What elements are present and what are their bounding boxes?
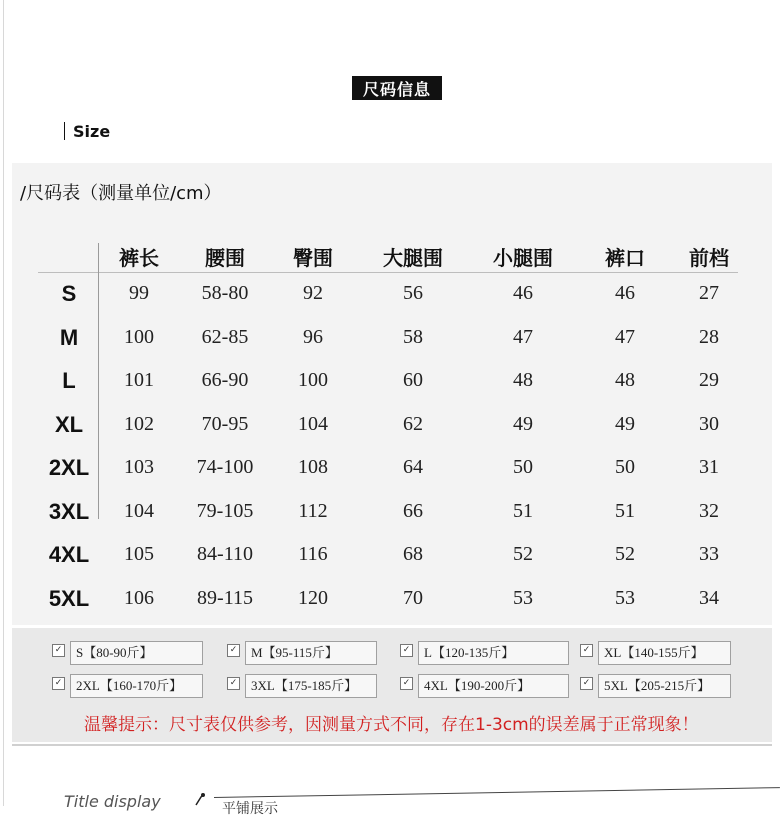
table-cell: 52 (513, 543, 533, 565)
size-row-label: XL (54, 411, 84, 437)
column-header: 腰围 (205, 246, 245, 270)
size-label-text: Size (73, 122, 111, 141)
table-cell: 104 (124, 499, 154, 522)
legend-checkbox: ✓ (400, 677, 413, 690)
table-cell: 51 (615, 499, 635, 522)
legend-item: 3XL【175-185斤】 (245, 674, 377, 698)
table-cell: 92 (303, 282, 323, 304)
size-label-bar (64, 122, 65, 140)
table-cell: 56 (403, 282, 423, 304)
table-cell: 33 (699, 543, 719, 565)
size-row-label: S (61, 281, 77, 306)
table-cell: 100 (298, 369, 328, 391)
pin-icon (194, 792, 206, 806)
legend-bottom-border (12, 744, 772, 746)
legend-checkbox: ✓ (227, 644, 240, 657)
table-cell: 116 (298, 543, 328, 565)
size-section-label (64, 122, 110, 141)
table-cell: 60 (403, 369, 423, 391)
table-cell: 89-115 (197, 586, 253, 609)
table-cell: 27 (699, 282, 719, 304)
column-header: 臀围 (293, 246, 333, 270)
table-cell: 47 (513, 325, 533, 348)
table-cell: 50 (615, 456, 635, 478)
footer-divider (214, 787, 780, 798)
table-cell: 49 (615, 412, 635, 435)
column-header: 前档 (689, 246, 729, 270)
table-cell: 62-85 (201, 325, 249, 348)
legend-item: L【120-135斤】 (418, 641, 569, 665)
size-notice: 温馨提示：尺寸表仅供参考，因测量方式不同，存在1-3cm的误差属于正常现象！ (84, 715, 699, 735)
table-cell: 46 (615, 282, 635, 304)
table-cell: 31 (699, 456, 719, 478)
table-cell: 29 (699, 369, 719, 391)
size-table-caption: /尺码表（测量单位/cm） (20, 183, 222, 204)
table-cell: 30 (699, 412, 719, 435)
table-cell: 108 (298, 456, 328, 478)
table-cell: 70-95 (201, 412, 249, 435)
footer-tag: 平铺展示 (222, 801, 278, 817)
legend-item: 5XL【205-215斤】 (598, 674, 731, 698)
table-cell: 46 (513, 282, 533, 304)
table-cell: 74-100 (196, 456, 254, 478)
table-cell: 50 (513, 456, 533, 478)
table-cell: 96 (303, 325, 323, 348)
table-cell: 84-110 (197, 543, 253, 565)
size-row-label: 4XL (48, 542, 90, 567)
page-left-border (3, 0, 4, 806)
legend-item: 4XL【190-200斤】 (418, 674, 569, 698)
table-cell: 53 (513, 586, 533, 609)
table-cell: 68 (403, 543, 423, 565)
column-header: 裤长 (119, 246, 159, 270)
header-divider (38, 272, 738, 273)
table-cell: 101 (124, 369, 154, 391)
table-cell: 105 (124, 543, 154, 565)
table-cell: 53 (615, 586, 635, 609)
table-cell: 28 (699, 325, 719, 348)
table-cell: 52 (615, 543, 635, 565)
footer-stub-text: Title display (64, 792, 161, 811)
table-cell: 103 (124, 456, 154, 478)
table-cell: 112 (298, 499, 328, 522)
table-cell: 104 (298, 412, 328, 435)
legend-item: XL【140-155斤】 (598, 641, 731, 665)
table-cell: 58-80 (201, 282, 249, 304)
table-cell: 79-105 (196, 499, 254, 522)
legend-checkbox: ✓ (52, 644, 65, 657)
legend-checkbox: ✓ (400, 644, 413, 657)
table-cell: 66 (403, 499, 423, 522)
legend-checkbox: ✓ (227, 677, 240, 690)
table-cell: 49 (513, 412, 533, 435)
size-row-label: 2XL (48, 455, 90, 480)
table-cell: 99 (129, 282, 149, 304)
table-cell: 120 (298, 586, 328, 609)
table-cell: 34 (699, 586, 719, 609)
table-cell: 47 (615, 325, 635, 348)
column-header: 裤口 (605, 246, 645, 270)
legend-item: S【80-90斤】 (70, 641, 203, 665)
size-row-label: 5XL (48, 585, 90, 611)
legend-checkbox: ✓ (580, 644, 593, 657)
table-cell: 51 (513, 499, 533, 522)
size-info-heading: 尺码信息 (352, 76, 442, 100)
table-cell: 58 (403, 325, 423, 348)
table-cell: 66-90 (201, 369, 249, 391)
table-cell: 64 (403, 456, 423, 478)
table-cell: 32 (699, 499, 719, 522)
legend-checkbox: ✓ (52, 677, 65, 690)
table-cell: 62 (403, 412, 423, 435)
column-header: 大腿围 (383, 246, 443, 270)
legend-item: 2XL【160-170斤】 (70, 674, 203, 698)
table-cell: 70 (403, 586, 423, 609)
size-row-label: M (59, 324, 79, 350)
table-cell: 102 (124, 412, 154, 435)
table-cell: 48 (615, 369, 635, 391)
table-cell: 106 (124, 586, 154, 609)
legend-checkbox: ✓ (580, 677, 593, 690)
column-header: 小腿围 (493, 246, 553, 270)
table-cell: 48 (513, 369, 533, 391)
table-cell: 100 (124, 325, 154, 348)
size-row-label: 3XL (48, 498, 90, 524)
legend-item: M【95-115斤】 (245, 641, 377, 665)
size-row-label: L (62, 368, 76, 393)
